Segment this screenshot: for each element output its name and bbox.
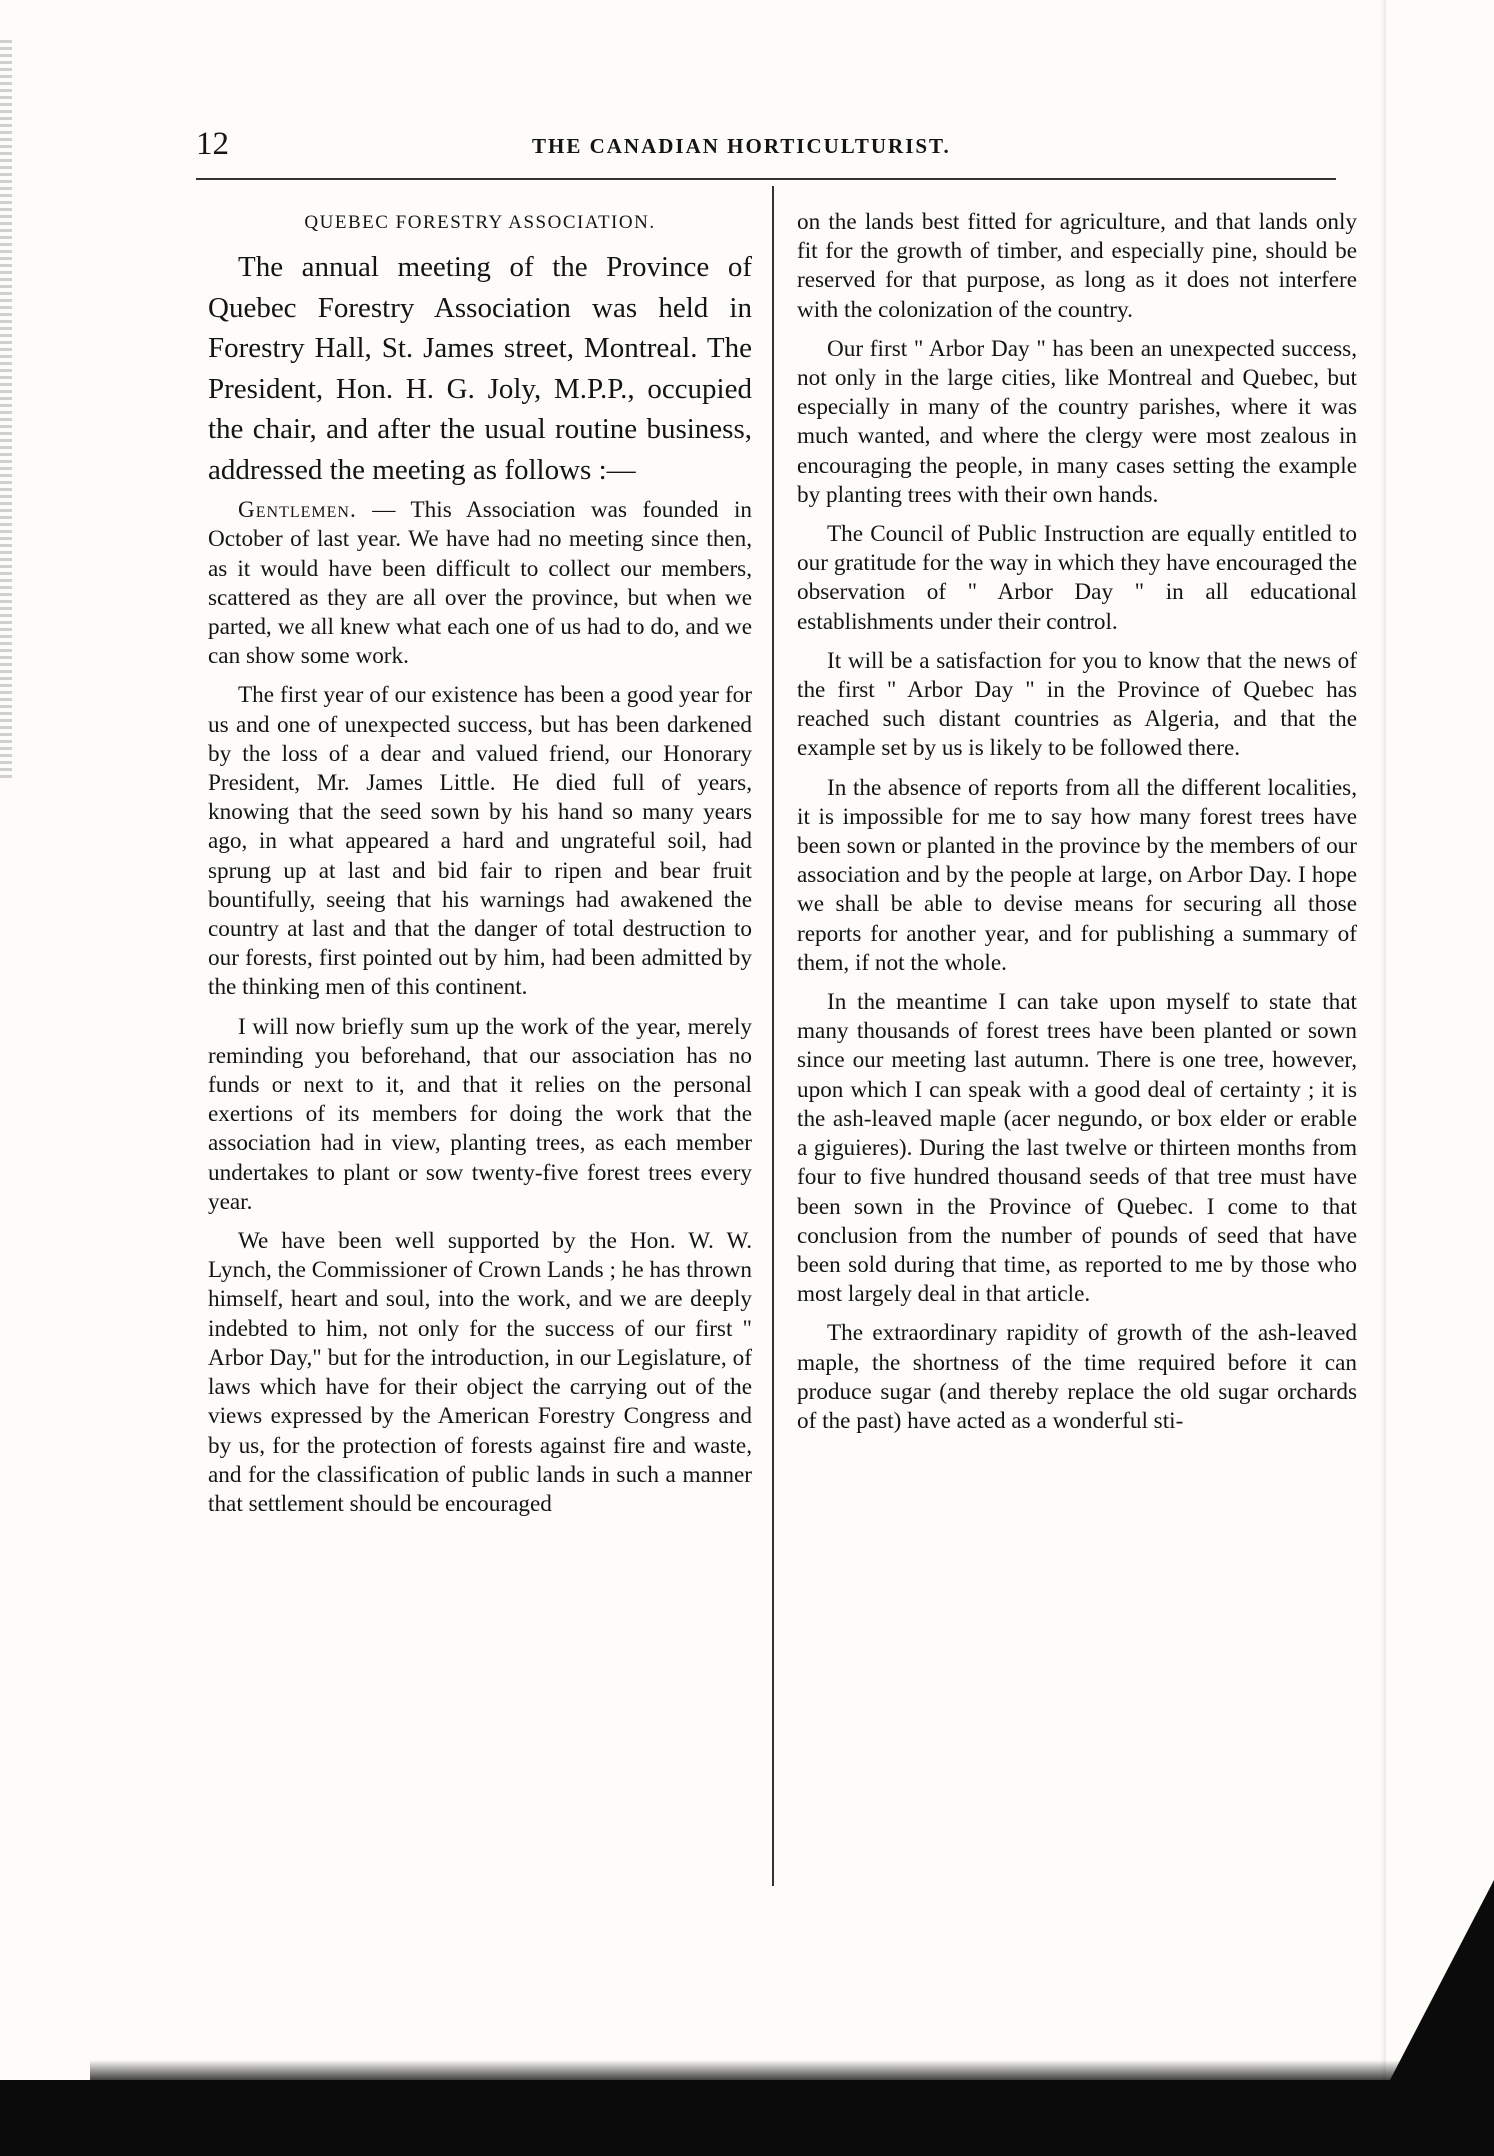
paragraph-8: In the absence of reports from all the different localities, it is impossible for me to say how many forest trees have been sown or planted in the province by the members of our association and by the people at large, on Arbor Day. I hope we shall be able to devise means for securing all those reports for another year, and for publishing a summary of them, if not the whole. (797, 774, 1357, 976)
paragraph-9: In the meantime I can take upon myself to state that many thousands of forest trees have been planted or sown since our meeting last autumn. There is one tree, however, upon which I can speak with a good deal of certainty ; it is the ash-leaved maple (acer negundo, or box elder or erable a giguieres). During the last twelve or thirteen months from four to five hundred thousand seeds of that tree must have been sown in the Province of Quebec. I come to that conclusion from the number of pounds of seed that have been sold during that time, as reported to me by those who most largely deal in that article. (797, 989, 1357, 1308)
paragraph-1 (208, 496, 752, 671)
paragraph-4: We have been well supported by the Hon. W. W. Lynch, the Commissioner of Crown Lands ; he has thrown himself, heart and soul, into the work, and we are deeply indebted to him, not only for the success of our first " Arbor Day," but for the introduction, in our Legislature, of laws which have for their object the carrying out of the views expressed by the American Forestry Congress and by us, for the protection of forests against fire and waste, and for the classification of public lands in such a manner that settlement should be encouraged (208, 1228, 752, 1517)
salutation: Gentlemen. (238, 497, 357, 524)
paragraph-7: It will be a satisfaction for you to know that the news of the first " Arbor Day " in the Province of Quebec has reached such distant countries as Algeria, and that the example set by us is likely to be followed there. (797, 647, 1357, 762)
left-column (208, 208, 752, 1898)
scan-bottom-band (0, 2080, 1494, 2156)
paragraph-10: The extraordinary rapidity of growth of the ash-leaved maple, the shortness of the time required before it can produce sugar (and thereby replace the old sugar orchards of the past) have acted as a wonderful sti- (797, 1320, 1357, 1434)
running-title: THE CANADIAN HORTICULTURIST. (532, 134, 951, 158)
page-header (196, 126, 1336, 170)
column-rule (772, 186, 774, 1886)
paragraph-6: The Council of Public Instruction are equally entitled to our gratitude for the way in which they have encouraged the observation of " Arbor Day " in all educational establishments under their control. (797, 521, 1357, 635)
article-heading: QUEBEC FORESTRY ASSOCIATION. (304, 212, 656, 233)
header-rule (196, 178, 1336, 180)
paragraph-4-continued: on the lands best fitted for agriculture, and that lands only fit for the growth of timber, and especially pine, should be reserved for that purpose, as long as it does not interfere with the colonization of the country. (797, 209, 1357, 323)
paragraph-1-text: — This Association was founded in October of last year. We have had no meeting since then, as it would have been difficult to collect our members, scattered as they are all over the province, but when we parted, we all knew what each one of us had to do, and we can show some work. (208, 497, 752, 670)
lead-paragraph: The annual meeting of the Province of Quebec Forestry Association was held in Forestry Hall, St. James street, Montreal. The President, Hon. H. G. Joly, M.P.P., occupied the chair, and after the usual routine business, addressed the meeting as follows :— (208, 251, 752, 486)
paragraph-5: Our first " Arbor Day " has been an unexpected success, not only in the large cities, like Montreal and Quebec, but especially in many of the country parishes, where it was much wanted, and where the clergy were most zealous in encouraging the people, in many cases setting the example by planting trees with their own hands. (797, 335, 1357, 508)
paragraph-3: I will now briefly sum up the work of the year, merely reminding you beforehand, that our association has no funds or next to it, and that it relies on the personal exertions of its members for doing the work that the association had in view, planting trees, as each member undertakes to plant or sow twenty-five forest trees every year. (208, 1013, 752, 1215)
page-number: 12 (196, 126, 229, 162)
page-edge-shadow (1380, 0, 1386, 2156)
binding-edge (0, 40, 12, 780)
right-column (797, 208, 1357, 1898)
paragraph-2: The first year of our existence has been a good year for us and one of unexpected success, but has been darkened by the loss of a dear and valued friend, our Honorary President, Mr. James Little. He died full of years, knowing that the seed sown by his hand so many years ago, in what appeared a hard and ungrateful soil, had sprung up at last and bid fair to ripen and bear fruit bountifully, seeing that his warnings had awakened the country at last and that the danger of total destruction to our forests, first pointed out by him, had been admitted by the thinking men of this continent. (208, 682, 752, 1001)
scan-bottom-fade (90, 2060, 1490, 2082)
scan-corner-shadow (1390, 1880, 1494, 2080)
